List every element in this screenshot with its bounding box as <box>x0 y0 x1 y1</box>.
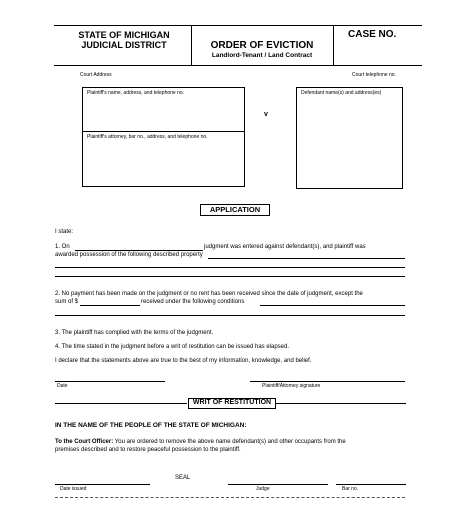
court-address-label: Court Address <box>80 72 112 78</box>
form-subtitle: Landlord-Tenant / Land Contract <box>211 52 313 59</box>
versus-label: v <box>264 111 268 118</box>
plaintiff-label: Plaintiff's name, address, and telephone no. <box>87 90 185 96</box>
item1-prefix: 1. On <box>55 244 70 250</box>
page-bottom-dashed-line <box>55 497 405 498</box>
officer-label: To the Court Officer: <box>55 439 114 445</box>
item2-amount-line[interactable] <box>80 305 140 306</box>
date-issued-label: Date issued <box>60 486 87 492</box>
officer-text: You are ordered to remove the above name defendant(s) and other occupants from the <box>114 439 346 445</box>
plaintiff-signature-label: Plaintiff/Attorney signature <box>262 383 321 389</box>
judge-signature-line[interactable] <box>228 484 328 485</box>
header-divider-right <box>333 25 334 65</box>
writ-rule-right <box>276 403 406 404</box>
declaration-text: I declare that the statements above are true to the best of my information, knowledge, and belief. <box>55 358 312 364</box>
writ-rule-left <box>55 403 187 404</box>
conditions-line-1[interactable] <box>260 305 405 306</box>
defendant-label: Defendant name(s) and address(es) <box>301 90 382 96</box>
seal-label: SEAL <box>175 475 191 481</box>
bar-number-line[interactable] <box>336 484 406 485</box>
date-signature-line[interactable] <box>55 381 165 382</box>
item1-line2: awarded possession of the following described property <box>55 252 203 258</box>
writ-heading: WRIT OF RESTITUTION <box>192 399 272 406</box>
attorney-label: Plaintiff's attorney, bar no., address, and telephone no. <box>87 134 208 140</box>
item2-line1: 2. No payment has been made on the judgment or no rent has been received since the date of judgment, except the <box>55 291 363 297</box>
item2-text: received under the following conditions <box>141 299 245 305</box>
form-title: ORDER OF EVICTION <box>210 40 314 51</box>
judicial-district: JUDICIAL DISTRICT <box>81 40 167 50</box>
item3-text: 3. The plaintiff has complied with the terms of the judgment. <box>55 330 214 336</box>
item1-date-line[interactable] <box>75 250 203 251</box>
property-line-3[interactable] <box>55 276 405 277</box>
date-label: Date <box>57 383 68 389</box>
item1-text: judgment was entered against defendant(s), and plaintiff was <box>204 244 366 250</box>
date-issued-line[interactable] <box>55 484 150 485</box>
bar-number-label: Bar no. <box>342 486 359 492</box>
judge-label: Judge <box>256 486 270 492</box>
court-telephone-label: Court telephone no. <box>352 72 396 78</box>
defendant-box[interactable] <box>296 87 403 189</box>
conditions-line-2[interactable] <box>55 315 405 316</box>
plaintiff-signature-line[interactable] <box>250 381 405 382</box>
people-heading: IN THE NAME OF THE PEOPLE OF THE STATE OF MICHIGAN: <box>55 422 247 429</box>
property-line-1[interactable] <box>208 258 405 259</box>
officer-text-line2: premises described and to restore peaceful possession to the plaintiff. <box>55 447 241 453</box>
state-name: STATE OF MICHIGAN <box>78 30 170 40</box>
property-line-2[interactable] <box>55 267 405 268</box>
application-heading: APPLICATION <box>209 205 261 214</box>
header-bottom-line <box>54 65 422 66</box>
officer-paragraph <box>55 439 346 446</box>
case-number-label: CASE NO. <box>348 29 397 40</box>
plaintiff-box-divider <box>82 131 244 132</box>
item2-prefix: sum of $ <box>55 299 79 305</box>
item4-text: 4. The time stated in the judgment before a writ of restitution can be issued has elapsed. <box>55 344 290 350</box>
i-state-label: I state: <box>55 229 74 235</box>
